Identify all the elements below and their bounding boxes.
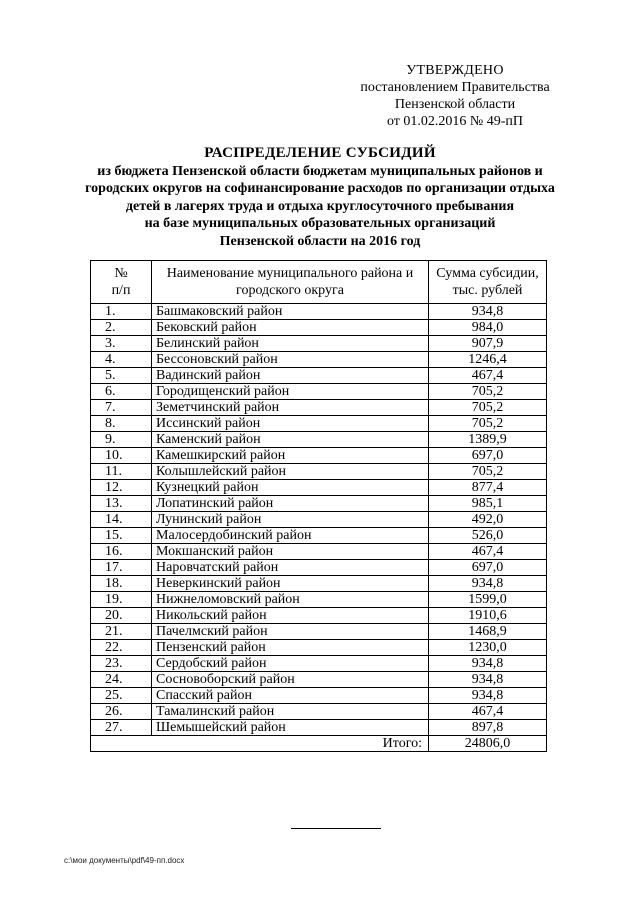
header-name-line-1: Наименование муниципального района и — [166, 266, 414, 281]
row-number: 8. — [91, 416, 152, 432]
file-path: c:\мои документы\pdf\49-пп.docx — [64, 856, 185, 865]
header-name-line-2: городского округа — [236, 283, 344, 298]
row-number: 7. — [91, 400, 152, 416]
row-name: Никольский район — [152, 608, 429, 624]
table-row — [91, 416, 547, 432]
approval-block — [340, 62, 570, 130]
row-number: 10. — [91, 448, 152, 464]
table-row — [91, 368, 547, 384]
table-row — [91, 304, 547, 320]
row-number: 17. — [91, 560, 152, 576]
row-number: 5. — [91, 368, 152, 384]
row-name: Спасский район — [152, 688, 429, 704]
row-number: 15. — [91, 528, 152, 544]
row-name: Мокшанский район — [152, 544, 429, 560]
row-sum: 1599,0 — [429, 592, 547, 608]
row-name: Неверкинский район — [152, 576, 429, 592]
row-name: Камешкирский район — [152, 448, 429, 464]
row-name: Бессоновский район — [152, 352, 429, 368]
row-sum: 492,0 — [429, 512, 547, 528]
table-row — [91, 528, 547, 544]
row-name: Малосердобинский район — [152, 528, 429, 544]
row-name: Земетчинский район — [152, 400, 429, 416]
row-name: Лопатинский район — [152, 496, 429, 512]
table-row — [91, 704, 547, 720]
row-number: 19. — [91, 592, 152, 608]
table-row — [91, 544, 547, 560]
total-label: Итого: — [152, 736, 429, 752]
title-line-3: детей в лагерях труда и отдыха круглосуточного пребывания — [125, 198, 515, 214]
row-name: Лунинский район — [152, 512, 429, 528]
header-number-line-2: п/п — [111, 283, 131, 298]
row-sum: 897,8 — [429, 720, 547, 736]
table-row — [91, 576, 547, 592]
table-row — [91, 320, 547, 336]
row-sum: 705,2 — [429, 384, 547, 400]
table-row — [91, 448, 547, 464]
row-number: 1. — [91, 304, 152, 320]
table-row — [91, 480, 547, 496]
row-name: Пензенский район — [152, 640, 429, 656]
row-number: 6. — [91, 384, 152, 400]
row-number: 12. — [91, 480, 152, 496]
title-line-2: городских округов на софинансирование расходов по организации отдыха — [85, 181, 555, 196]
title-main: РАСПРЕДЕЛЕНИЕ СУБСИДИЙ — [204, 145, 436, 161]
table-row — [91, 624, 547, 640]
table-body — [91, 304, 547, 752]
table-row — [91, 560, 547, 576]
approval-heading: УТВЕРЖДЕНО — [406, 63, 504, 78]
row-number: 4. — [91, 352, 152, 368]
row-sum: 526,0 — [429, 528, 547, 544]
row-name: Наровчатский район — [152, 560, 429, 576]
row-sum: 1389,9 — [429, 432, 547, 448]
row-sum: 934,8 — [429, 576, 547, 592]
row-name: Тамалинский район — [152, 704, 429, 720]
row-number: 14. — [91, 512, 152, 528]
total-row — [91, 736, 547, 752]
row-number: 3. — [91, 336, 152, 352]
table-row — [91, 608, 547, 624]
table-row — [91, 656, 547, 672]
row-name: Сердобский район — [152, 656, 429, 672]
table-row — [91, 672, 547, 688]
approval-line-3: от 01.02.2016 № 49-пП — [386, 114, 524, 129]
row-name: Бековский район — [152, 320, 429, 336]
table-row — [91, 592, 547, 608]
header-sum-line-1: Сумма субсидии, — [436, 266, 539, 281]
header-sum — [429, 261, 547, 304]
row-sum: 705,2 — [429, 416, 547, 432]
row-sum: 467,4 — [429, 368, 547, 384]
row-sum: 1910,6 — [429, 608, 547, 624]
row-number: 25. — [91, 688, 152, 704]
row-sum: 697,0 — [429, 448, 547, 464]
row-name: Пачелмский район — [152, 624, 429, 640]
row-sum: 705,2 — [429, 400, 547, 416]
row-number: 11. — [91, 464, 152, 480]
row-name: Нижнеломовский район — [152, 592, 429, 608]
row-number: 21. — [91, 624, 152, 640]
row-name: Городищенский район — [152, 384, 429, 400]
row-number: 26. — [91, 704, 152, 720]
row-number: 9. — [91, 432, 152, 448]
header-name — [152, 261, 429, 304]
row-number: 20. — [91, 608, 152, 624]
row-sum: 934,8 — [429, 672, 547, 688]
row-name: Белинский район — [152, 336, 429, 352]
row-number: 24. — [91, 672, 152, 688]
header-number — [91, 261, 152, 304]
subsidy-table — [90, 260, 547, 752]
table-row — [91, 640, 547, 656]
table-row — [91, 720, 547, 736]
row-sum: 934,8 — [429, 688, 547, 704]
row-name: Башмаковский район — [152, 304, 429, 320]
row-name: Иссинский район — [152, 416, 429, 432]
table-row — [91, 496, 547, 512]
row-sum: 907,9 — [429, 336, 547, 352]
row-number: 18. — [91, 576, 152, 592]
row-number: 27. — [91, 720, 152, 736]
title-line-1: из бюджета Пензенской области бюджетам муниципальных районов и — [97, 163, 543, 179]
title-line-4: на базе муниципальных образовательных организаций — [144, 216, 496, 231]
total-value: 24806,0 — [429, 736, 547, 752]
row-sum: 705,2 — [429, 464, 547, 480]
table-row — [91, 336, 547, 352]
table-row — [91, 400, 547, 416]
row-number: 16. — [91, 544, 152, 560]
row-sum: 1230,0 — [429, 640, 547, 656]
row-number: 22. — [91, 640, 152, 656]
row-sum: 1246,4 — [429, 352, 547, 368]
table-row — [91, 464, 547, 480]
table-row — [91, 352, 547, 368]
row-sum: 467,4 — [429, 704, 547, 720]
row-number: 23. — [91, 656, 152, 672]
header-sum-line-2: тыс. рублей — [452, 283, 523, 298]
row-name: Шемышейский район — [152, 720, 429, 736]
row-sum: 985,1 — [429, 496, 547, 512]
header-number-line-1: № — [114, 266, 128, 281]
title-line-5: Пензенской области на 2016 год — [219, 233, 421, 249]
approval-line-2: Пензенской области — [394, 97, 516, 112]
table-row — [91, 432, 547, 448]
table-header-row — [91, 261, 547, 304]
row-sum: 1468,9 — [429, 624, 547, 640]
row-sum: 467,4 — [429, 544, 547, 560]
total-empty-cell — [91, 736, 152, 752]
approval-line-1: постановлением Правительства — [360, 80, 550, 95]
row-name: Колышлейский район — [152, 464, 429, 480]
table-row — [91, 384, 547, 400]
row-sum: 934,8 — [429, 304, 547, 320]
table-row — [91, 688, 547, 704]
row-name: Кузнецкий район — [152, 480, 429, 496]
separator-line — [291, 828, 381, 829]
row-sum: 877,4 — [429, 480, 547, 496]
row-sum: 984,0 — [429, 320, 547, 336]
table-row — [91, 512, 547, 528]
row-name: Вадинский район — [152, 368, 429, 384]
row-sum: 697,0 — [429, 560, 547, 576]
row-number: 13. — [91, 496, 152, 512]
row-name: Каменский район — [152, 432, 429, 448]
row-sum: 934,8 — [429, 656, 547, 672]
row-name: Сосновоборский район — [152, 672, 429, 688]
row-number: 2. — [91, 320, 152, 336]
document-title — [60, 145, 580, 250]
